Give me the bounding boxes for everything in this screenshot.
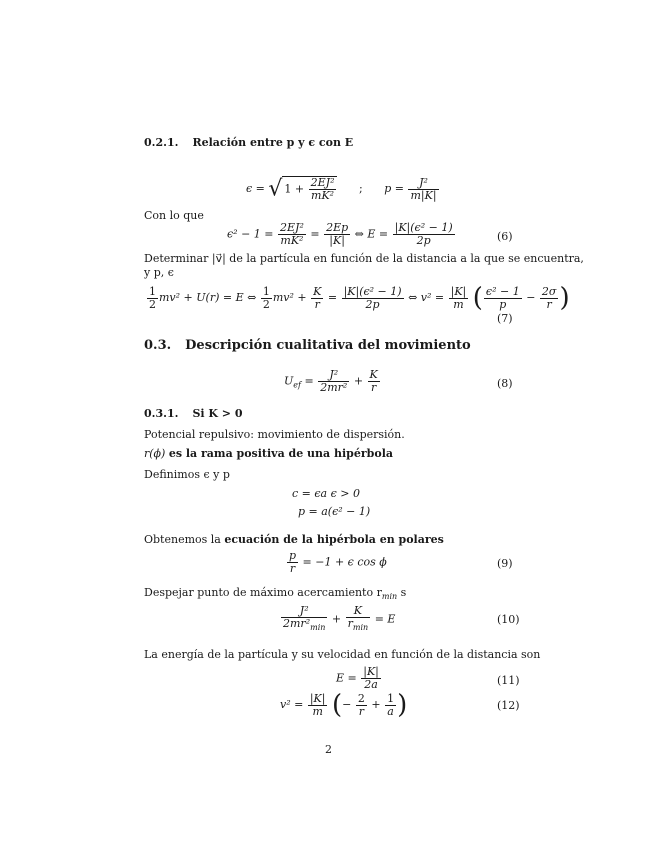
definition-p: p = a(ϵ² − 1) (298, 505, 371, 518)
text-obtenemos: Obtenemos la ecuación de la hipérbola en polares (144, 533, 444, 546)
subsection-heading-0-2-1: 0.2.1. Relación entre p y ϵ con E (144, 136, 354, 149)
text-determinar-2: y p, ϵ (144, 266, 174, 279)
text-definimos: Definimos ϵ y p (144, 468, 230, 481)
page-number: 2 (325, 743, 332, 756)
subsection-heading-0-3-1: 0.3.1. Si K > 0 (144, 407, 243, 420)
equation-number-7: (7) (497, 312, 513, 325)
equation-number-8: (8) (497, 377, 513, 390)
text-determinar-1: Determinar |v⃗| de la partícula en función de la distancia a la que se encuentra, (144, 252, 584, 265)
text-rama: r(ϕ) es la rama positiva de una hipérbola (144, 447, 393, 460)
text-despejar: Despejar punto de máximo acercamiento $r_{min}$ s (144, 586, 407, 602)
text-potencial: Potencial repulsivo: movimiento de dispersión. (144, 428, 405, 441)
section-heading-0-3: 0.3. Descripción cualitativa del movimiento (144, 338, 471, 353)
equation-number-10: (10) (497, 613, 520, 626)
equation-8: $U_{ef}$ = $\frac{\text{J²}}{\text{2mr²}}$ + $\frac{K}{r}$ (284, 368, 378, 394)
equation-eps-p: ϵ = √ 1 + $\frac{\text{2EJ²}}{\text{mK²}}$ ; p = $\frac{\text{J²}}{m|K|}$ (246, 175, 437, 202)
equation-number-6: (6) (497, 230, 513, 243)
equation-12: v² = $\frac{|K|}{m}$ (− $\frac{2}{r}$ + $\frac{1}{a}$ ) (280, 690, 408, 720)
equation-number-9: (9) (497, 557, 513, 570)
equation-10: $\frac{\text{J²}}{2mr^2_{min}}$ + $\frac{K}{r_{min}}$ = E (283, 604, 396, 633)
equation-11: E = $\frac{|K|}{2a}$ (336, 665, 379, 691)
equation-6: ϵ² − 1 = $\frac{\text{2EJ²}}{\text{mK²}}$ = $\frac{2Ep}{|K|}$ ⇔ E = $\frac{\text{|K|(ϵ² − 1)}}{2p}$ (227, 221, 453, 247)
equation-9: $\frac{p}{r}$ = −1 + ϵ cos ϕ (289, 549, 387, 575)
equation-7: $\frac{1}{2}$ mv² + U(r) = E ⇔ $\frac{1}{2}$ mv² + $\frac{K}{r}$ = $\frac{\text{|K|(ϵ² − 1)}}{2p}$ ⇔ v² = $\frac{|K|}{m}$ ( $\frac{\text{ϵ² − 1}}{p}$ − $\frac{2\sigma}{r}$ ) (149, 283, 570, 313)
text-energia: La energía de la partícula y su velocidad en función de la distancia son (144, 648, 541, 661)
definition-c: c = ϵa ϵ > 0 (292, 487, 360, 500)
text-con-lo-que: Con lo que (144, 209, 204, 222)
equation-number-12: (12) (497, 699, 520, 712)
equation-number-11: (11) (497, 674, 520, 687)
